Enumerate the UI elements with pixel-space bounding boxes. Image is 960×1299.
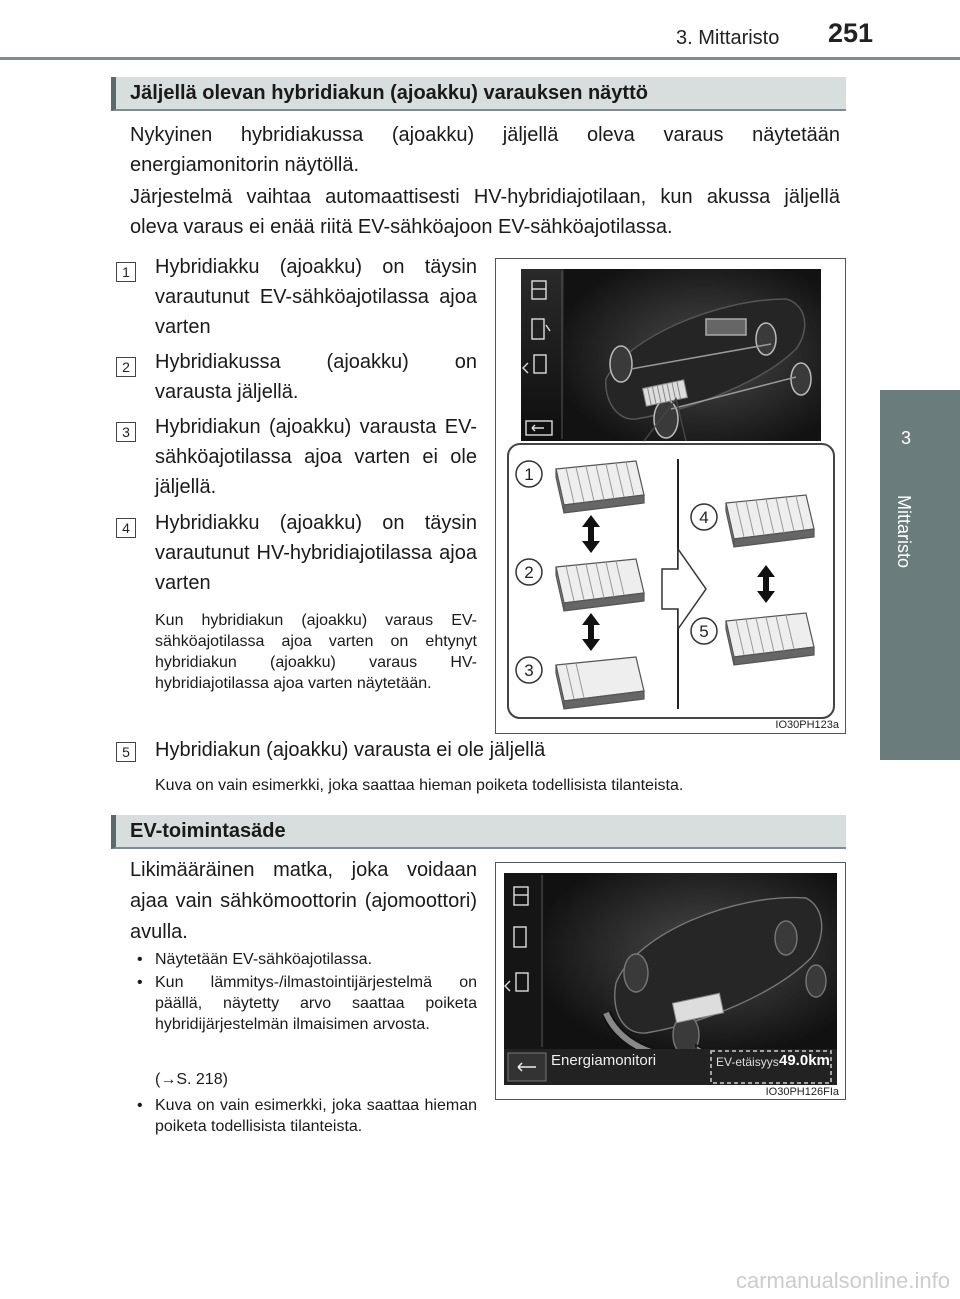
bullet-1: • Näytetään EV-sähköajotilassa. <box>137 951 373 968</box>
item-number-1: 1 <box>116 262 136 282</box>
figure-caption: Kuva on vain esimerkki, joka saattaa hieman poiketa todellisista tilanteista. <box>155 777 684 794</box>
chapter-tab-label: Mittaristo <box>894 495 914 569</box>
figure-id: IO30PH126FIa <box>765 1086 839 1098</box>
paragraph-ev-range: Likimääräinen matka, joka voidaan ajaa vain sähkömoottorin (ajomoottori) avulla. <box>130 859 477 943</box>
bullet-2: • Kun lämmitys-/ilmastointijärjestelmä on päällä, näytetty arvo saattaa poiketa hybridijärjestelmän ilmaisimen arvosta. <box>137 974 477 1033</box>
figure-battery-levels <box>495 258 846 734</box>
item-text-3: Hybridiakun (ajoakku) varausta EV-sähköajotilassa ajoa varten ei ole jäljellä. <box>155 416 477 498</box>
paragraph-intro: Nykyinen hybridiakussa (ajoakku) jäljellä oleva varaus näytetään energiamonitorin näytöllä. <box>130 124 840 176</box>
item-text-1: Hybridiakku (ajoakku) on täysin varautunut EV-sähköajotilassa ajoa varten <box>155 256 477 338</box>
section-heading-battery-charge <box>111 77 846 111</box>
running-header-section: 3. Mittaristo <box>676 27 780 49</box>
svg-text:5: 5 <box>699 622 709 641</box>
screen-title: Energiamonitori <box>551 1052 657 1069</box>
item-number-3: 3 <box>116 422 136 442</box>
bullet-2-ref: (→S. 218) <box>155 1071 228 1088</box>
svg-text:2: 2 <box>524 563 534 582</box>
bullet-3: • Kuva on vain esimerkki, joka saattaa hieman poiketa todellisista tilanteista. <box>137 1097 477 1135</box>
page-number: 251 <box>828 18 874 48</box>
ev-range-value: 49.0km <box>779 1052 830 1069</box>
chapter-tab-number: 3 <box>900 428 911 448</box>
svg-text:1: 1 <box>524 465 534 484</box>
section-heading-text: EV-toimintasäde <box>130 820 286 842</box>
item-4-note: Kun hybridiakun (ajoakku) varaus EV-sähköajotilassa ajoa varten on ehtynyt hybridiakun (ajoakku) varaus HV-hybridiajotilassa ajoa varten näytetään. <box>155 612 477 692</box>
item-text-2: Hybridiakussa (ajoakku) on varausta jäljellä. <box>155 351 477 403</box>
item-text-5: Hybridiakun (ajoakku) varausta ei ole jäljellä <box>155 739 546 761</box>
svg-text:3: 3 <box>524 661 534 680</box>
item-number-5: 5 <box>116 742 136 762</box>
footer-watermark: carmanualsonline.info <box>735 1268 950 1293</box>
item-number-4: 4 <box>116 518 136 538</box>
battery-levels-illustration <box>496 259 845 733</box>
item-text-4: Hybridiakku (ajoakku) on täysin varautunut HV-hybridiajotilassa ajoa varten <box>155 512 477 594</box>
figure-id: IO30PH123a <box>775 719 839 731</box>
item-number-2: 2 <box>116 357 136 377</box>
figure-ev-range-screen <box>495 862 846 1100</box>
svg-text:4: 4 <box>699 508 709 527</box>
section-heading-text: Jäljellä olevan hybridiakun (ajoakku) varauksen näyttö <box>130 82 648 104</box>
ev-range-label: EV-etäisyys <box>716 1055 779 1069</box>
paragraph-mode-switch: Järjestelmä vaihtaa automaattisesti HV-hybridiajotilaan, kun akussa jäljellä oleva varaus ei enää riitä EV-sähköajoon EV-sähköajotilassa. <box>130 186 840 238</box>
section-heading-ev-range <box>111 815 846 849</box>
header-rule <box>0 57 960 60</box>
